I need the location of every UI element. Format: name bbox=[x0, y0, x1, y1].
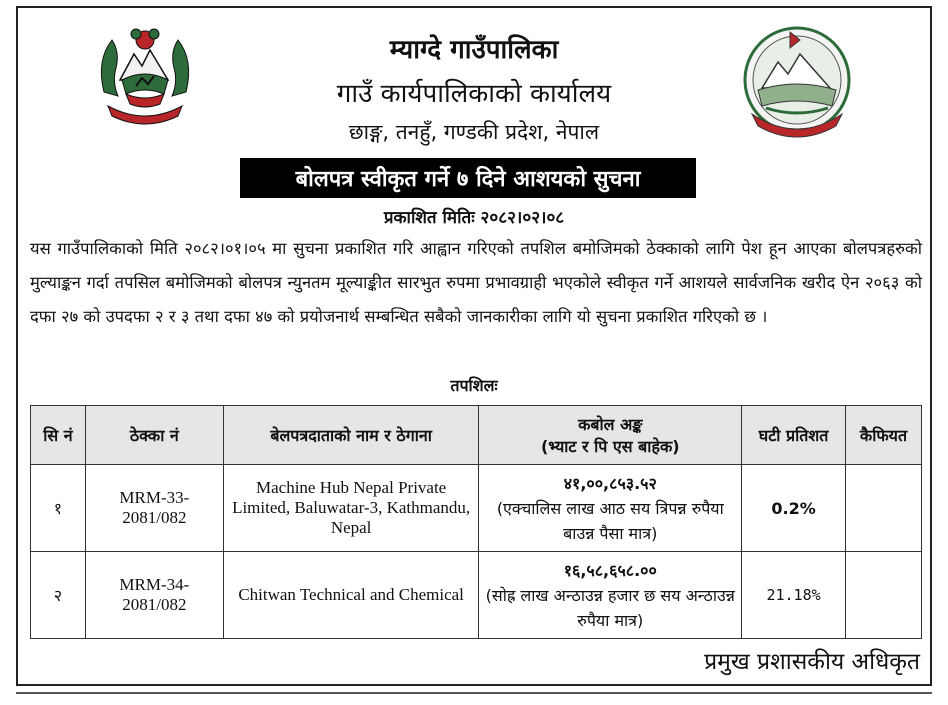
row-amount: १६,५८,६५८.०० bbox=[563, 560, 657, 580]
published-date: प्रकाशित मितिः २०८२।०२।०८ bbox=[383, 208, 565, 228]
row-discount: 21.18% bbox=[742, 552, 846, 639]
row-contract: MRM-34-2081/082 bbox=[85, 552, 223, 639]
header-remarks: कैफियत bbox=[846, 406, 922, 465]
notice-title: बोलपत्र स्वीकृत गर्ने ७ दिने आशयको सुचना bbox=[295, 167, 641, 192]
notice-body-paragraph: यस गाउँपालिकाको मिति २०८२।०१।०५ मा सुचना प्रकाशित गरि आह्वान गरिएको तपशिल बमोजिमको ठेक्काको लागि पेश हून आएका बोलपत्रहरुको मुल्याङ्कन गर्दा तपसिल बमोजिमको बोलपत्र न्युनतम मूल्याङ्कीत सारभुत रुपमा प्रभावग्राही भएकोले स्वीकृत गर्ने आशयले सार्वजनिक खरीद ऐन २०६३ को दफा २७ को उपदफा २ र ३ तथा दफा ४७ को प्रयोजनार्थ सम्बन्धित सबैको जानकारीका लागि यो सुचना प्रकाशित गरिएको छ । bbox=[30, 239, 922, 326]
header-discount: घटी प्रतिशत bbox=[742, 406, 846, 465]
row-amount: ४१,००,८५३.५२ bbox=[563, 473, 657, 493]
header-amount bbox=[479, 406, 742, 465]
header-contract: ठेक्का नं bbox=[85, 406, 223, 465]
details-label: तपशिलः bbox=[450, 376, 498, 395]
municipality-name: म्याग्दे गाउँपालिका bbox=[389, 35, 559, 65]
row-amount-cell bbox=[479, 552, 742, 639]
row-amount-words: (सोह्र लाख अन्ठाउन्न हजार छ सय अन्ठाउन्न रुपैया मात्र) bbox=[485, 585, 735, 630]
table-header-row bbox=[31, 406, 922, 465]
bottom-divider bbox=[16, 692, 932, 694]
row-sn: २ bbox=[31, 552, 86, 639]
header-sn: सि नं bbox=[31, 406, 86, 465]
notice-title-banner bbox=[240, 158, 696, 198]
row-contract: MRM-33-2081/082 bbox=[85, 465, 223, 552]
bid-table bbox=[30, 405, 922, 639]
header-amount-line1: कबोल अङ्क bbox=[578, 415, 643, 434]
row-remarks bbox=[846, 552, 922, 639]
header-bidder: बेलपत्रदाताको नाम र ठेगाना bbox=[223, 406, 479, 465]
row-bidder: Chitwan Technical and Chemical bbox=[223, 552, 479, 639]
row-sn: १ bbox=[31, 465, 86, 552]
office-name: गाउँ कार्यपालिकाको कार्यालय bbox=[336, 79, 612, 109]
row-remarks bbox=[846, 465, 922, 552]
signature-title: प्रमुख प्रशासकीय अधिकृत bbox=[704, 649, 920, 675]
header-amount-line2: (भ्याट र पि एस बाहेक) bbox=[540, 437, 680, 456]
row-bidder: Machine Hub Nepal Private Limited, Baluwatar-3, Kathmandu, Nepal bbox=[223, 465, 479, 552]
row-amount-cell bbox=[479, 465, 742, 552]
row-amount-words: (एक्चालिस लाख आठ सय त्रिपन्न रुपैया बाउन्न पैसा मात्र) bbox=[496, 498, 724, 543]
office-address: छाङ्ग, तनहुँ, गण्डकी प्रदेश, नेपाल bbox=[348, 120, 600, 144]
table-row bbox=[31, 552, 922, 639]
table-row bbox=[31, 465, 922, 552]
row-discount-value: 0.2% bbox=[771, 498, 816, 518]
row-discount bbox=[742, 465, 846, 552]
